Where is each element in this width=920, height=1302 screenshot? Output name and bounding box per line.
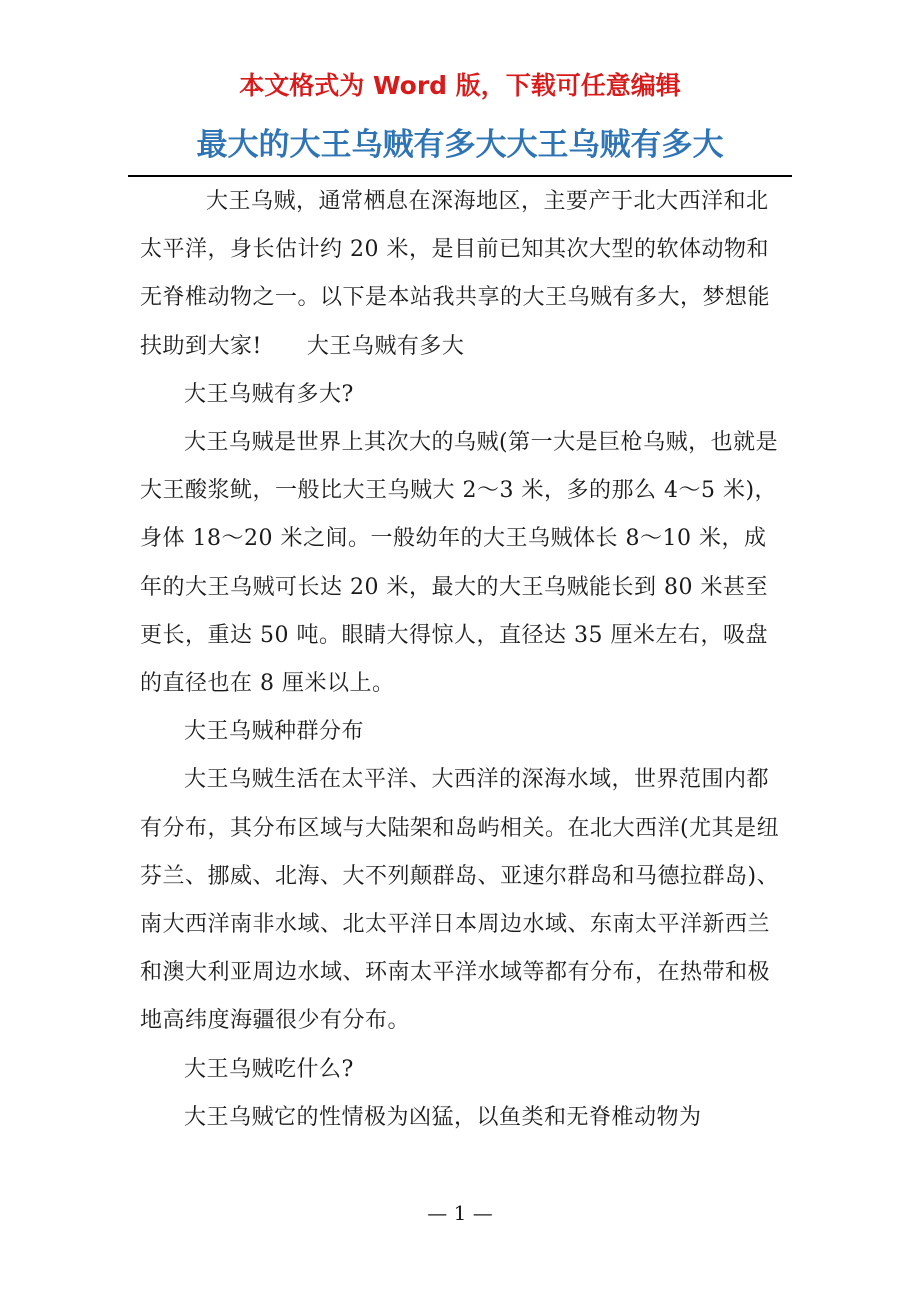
document-title: 最大的大王乌贼有多大大王乌贼有多大 (196, 127, 724, 163)
section-heading-diet: 大王乌贼吃什么? (184, 1056, 354, 1082)
diet-paragraph: 大王乌贼它的性情极为凶猛，以鱼类和无脊椎动物为 (184, 1104, 702, 1130)
intro-paragraph: 大王乌贼，通常栖息在深海地区，主要产于北大西洋和北太平洋，身长估计约 20 米，是目前已知其次大型的软体动物和无脊椎动物之一。以下是本站我共享的大王乌贼有多大，梦想能扶助到大家! 大王乌贼有多大 (140, 189, 771, 359)
distribution-paragraph: 大王乌贼生活在太平洋、大西洋的深海水域，世界范围内都有分布，其分布区域与大陆架和岛屿相关。在北大西洋(尤其是纽芬兰、挪威、北海、大不列颠群岛、亚速尔群岛和马德拉群岛)、南大西洋南非水域、北太平洋日本周边水域、东南太平洋新西兰和澳大利亚周边水域、环南太平洋水域等都有分布，在热带和极地高纬度海疆很少有分布。 (140, 767, 780, 1034)
format-notice: 本文格式为 Word 版，下载可任意编辑 (239, 71, 681, 100)
page-number: — 1 — (427, 1201, 493, 1225)
title-divider (128, 175, 792, 177)
size-paragraph: 大王乌贼是世界上其次大的乌贼(第一大是巨枪乌贼，也就是大王酸浆鱿，一般比大王乌贼大 2～3 米，多的那么 4～5 米)，身体 18～20 米之间。一般幼年的大王乌贼体长 8～10 米，成年的大王乌贼可长达 20 米，最大的大王乌贼能长到 80 米甚至更长，重达 50 吨。眼睛大得惊人，直径达 35 厘米左右，吸盘的直径也在 8 厘米以上。 (140, 430, 779, 697)
section-heading-size: 大王乌贼有多大? (184, 381, 354, 407)
section-heading-distribution: 大王乌贼种群分布 (184, 719, 365, 745)
document-body (140, 178, 780, 1142)
